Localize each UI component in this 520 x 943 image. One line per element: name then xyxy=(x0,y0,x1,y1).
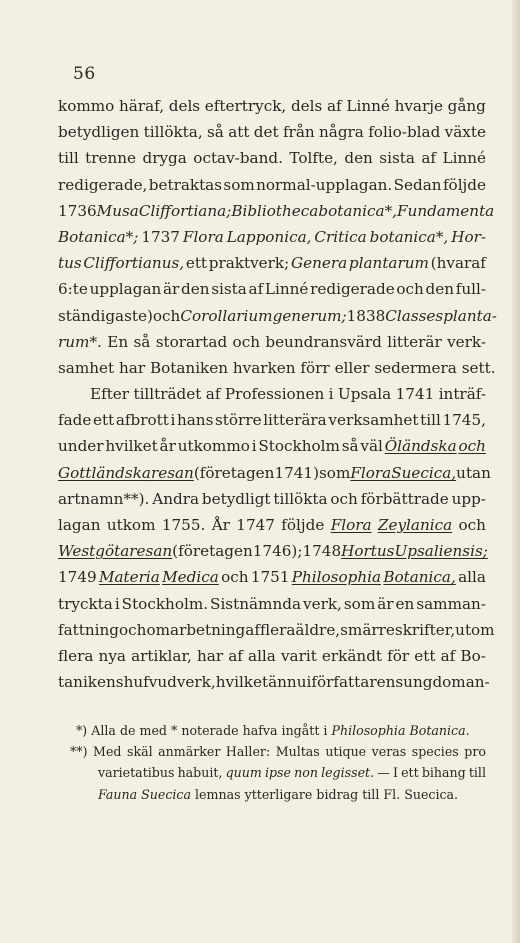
word: litterära xyxy=(263,411,327,430)
text-line xyxy=(58,276,486,302)
word: beundransvärd xyxy=(265,332,382,351)
word: Philosophia xyxy=(291,568,382,587)
word: och xyxy=(396,280,424,299)
word: följde xyxy=(442,175,486,194)
word: 1748 xyxy=(302,542,342,561)
word: följde xyxy=(281,516,325,534)
word: species xyxy=(411,744,459,760)
word: och xyxy=(221,568,249,587)
word: den xyxy=(425,280,455,299)
word: Cliffortiana; xyxy=(138,201,232,220)
word: pro xyxy=(464,744,486,760)
word: Classes xyxy=(385,306,444,325)
word: *) xyxy=(76,723,88,738)
word: hvilket xyxy=(215,673,269,692)
word: hufvudverk, xyxy=(123,673,216,692)
main-text-block xyxy=(58,93,497,695)
word: 1741) xyxy=(274,463,320,482)
word: Lapponica, xyxy=(226,227,312,246)
text-line xyxy=(58,669,490,695)
word: Botaniken xyxy=(149,358,229,377)
word: och xyxy=(458,516,486,534)
word: En xyxy=(107,332,129,351)
word: af xyxy=(205,385,221,404)
text-line xyxy=(58,93,486,119)
word: Professionen xyxy=(224,385,325,404)
word: År xyxy=(211,516,230,534)
word: betydligt xyxy=(201,489,271,508)
text-line xyxy=(58,381,486,407)
text-line xyxy=(58,329,486,355)
word: Sistnämnda xyxy=(210,594,302,613)
word: varietatibus xyxy=(98,765,175,781)
word: eftertryck, xyxy=(204,97,287,115)
word: botanica*, xyxy=(369,227,449,246)
word: tillträdet xyxy=(133,385,202,404)
word: Andra xyxy=(152,489,200,508)
word: Hortus xyxy=(341,542,395,561)
word: lemnas xyxy=(195,786,241,802)
word: af xyxy=(440,646,456,665)
word: inträf- xyxy=(438,385,486,404)
word: Med xyxy=(93,744,122,760)
word: ännu xyxy=(268,673,307,692)
word: Haller: xyxy=(225,744,271,760)
word: Suecica, xyxy=(391,463,457,482)
word: verk, xyxy=(303,594,342,613)
word: bihang xyxy=(421,765,466,781)
word: folio-blad xyxy=(368,123,441,142)
word: gång xyxy=(447,97,486,115)
word: octav-band. xyxy=(193,149,283,168)
word: Multas xyxy=(275,744,320,760)
word: Linné xyxy=(264,280,309,299)
word: skrifter, xyxy=(394,620,456,639)
word: Flora xyxy=(350,463,392,482)
word: i xyxy=(251,437,257,456)
word: storartad xyxy=(155,332,228,351)
word: 1751 xyxy=(250,568,290,587)
word: dryga xyxy=(142,149,187,168)
word: till xyxy=(468,765,486,781)
word: i xyxy=(170,411,176,430)
word: Efter xyxy=(90,385,130,404)
word: tillökta xyxy=(273,489,328,508)
word: Bibliotheca xyxy=(231,201,319,220)
footnote-line xyxy=(58,784,486,805)
word: ipse xyxy=(264,765,291,781)
word: häraf, xyxy=(118,97,165,115)
word: Botanica, xyxy=(383,568,456,587)
word: verksamhet xyxy=(328,411,419,430)
word: så xyxy=(207,123,224,142)
word: större xyxy=(215,411,262,430)
word: hvarje xyxy=(394,97,443,115)
word: noterade xyxy=(181,723,239,738)
word: utan xyxy=(456,463,491,482)
text-line xyxy=(58,407,486,433)
word: till xyxy=(420,411,441,430)
word: sista xyxy=(211,280,247,299)
word: ytterligare xyxy=(244,786,313,802)
word: några xyxy=(318,123,364,142)
word: fade xyxy=(58,411,92,430)
word: ett xyxy=(401,765,419,781)
footnote-line xyxy=(58,720,486,741)
word: en xyxy=(395,594,415,613)
word: generum; xyxy=(272,306,347,325)
word: legisset. xyxy=(321,765,375,781)
word: som xyxy=(319,463,351,482)
word: upp- xyxy=(451,489,486,508)
word: förr xyxy=(300,358,330,377)
word: Upsaliensis; xyxy=(394,542,488,561)
word: 1746); xyxy=(252,542,303,561)
text-line xyxy=(58,250,486,276)
word: af xyxy=(248,280,264,299)
word: **) xyxy=(70,744,88,760)
word: ett xyxy=(93,411,115,430)
word: så xyxy=(341,437,359,456)
word: lagan xyxy=(58,516,101,534)
word: Corollarium xyxy=(180,306,273,325)
word: redigerade, xyxy=(58,175,148,194)
word: har xyxy=(197,646,224,665)
word: samhet xyxy=(58,358,115,377)
word: i xyxy=(323,723,328,738)
word: Hor- xyxy=(451,227,486,246)
word: hvilket xyxy=(105,437,158,456)
word: ingått xyxy=(281,723,320,738)
word: den xyxy=(344,149,373,168)
word: 1755. xyxy=(161,516,206,534)
word: som xyxy=(343,594,376,613)
word: quum xyxy=(225,765,262,781)
word: i xyxy=(328,385,334,404)
text-line xyxy=(58,303,497,329)
word: Philosophia xyxy=(331,723,406,738)
word: erkändt xyxy=(321,646,383,665)
word: från xyxy=(282,123,315,142)
word: Fauna xyxy=(98,786,138,802)
word: resan xyxy=(129,542,173,561)
word: och xyxy=(232,332,260,351)
word: af xyxy=(327,97,342,115)
word: till xyxy=(58,149,79,168)
word: plantarum xyxy=(348,254,429,273)
word: dels xyxy=(168,97,201,115)
word: non xyxy=(294,765,318,781)
word: habuit, xyxy=(177,765,223,781)
word: 1737 xyxy=(141,227,180,246)
footnote-line xyxy=(58,762,486,783)
text-line xyxy=(58,564,486,590)
word: år xyxy=(159,437,176,456)
text-line xyxy=(58,512,486,538)
word: har xyxy=(118,358,146,377)
word: och xyxy=(330,489,358,508)
word: normal-upplagan. xyxy=(256,175,393,194)
word: Upsala xyxy=(337,385,392,404)
word: Zeylanica xyxy=(377,516,453,534)
word: utique xyxy=(325,744,367,760)
word: hafva xyxy=(242,723,278,738)
word: Gottländska xyxy=(58,463,151,482)
word: sett. xyxy=(461,358,496,377)
word: med xyxy=(139,723,167,738)
text-line xyxy=(58,643,486,669)
page-edge xyxy=(512,0,520,943)
word: Botanica. xyxy=(409,723,470,738)
word: 6:te xyxy=(58,280,88,299)
word: an- xyxy=(465,673,490,692)
word: tanikens xyxy=(58,673,124,692)
text-line xyxy=(58,119,486,145)
word: kommo xyxy=(58,97,115,115)
word: i xyxy=(306,673,312,692)
word: varit xyxy=(280,646,317,665)
footnotes-block xyxy=(58,720,486,805)
word: afbrott xyxy=(115,411,169,430)
word: ett xyxy=(185,254,208,273)
word: skäl xyxy=(127,744,153,760)
text-line xyxy=(58,617,495,643)
word: rum*. xyxy=(58,332,102,351)
word: redigerade xyxy=(310,280,395,299)
word: Sedan xyxy=(393,175,442,194)
word: författarens xyxy=(311,673,404,692)
word: 1749 xyxy=(58,568,97,587)
word: praktverk; xyxy=(208,254,290,273)
word: eller xyxy=(334,358,370,377)
word: är xyxy=(162,280,180,299)
word: 1838 xyxy=(346,306,386,325)
word: 1747 xyxy=(236,516,275,534)
word: det xyxy=(253,123,279,142)
word: Suecica xyxy=(141,786,191,802)
word: ständigaste) xyxy=(58,306,153,325)
word: Linné xyxy=(346,97,390,115)
word: alla xyxy=(248,646,276,665)
word: utom xyxy=(455,620,495,639)
text-line xyxy=(58,355,496,381)
word: planta- xyxy=(443,306,497,325)
word: Flora xyxy=(330,516,372,534)
text-line xyxy=(58,538,486,564)
word: hans xyxy=(176,411,214,430)
word: (företagen xyxy=(193,463,275,482)
word: tryckta xyxy=(58,594,113,613)
word: 1745, xyxy=(442,411,486,430)
word: ett xyxy=(414,646,436,665)
word: väl xyxy=(360,437,383,456)
word: Stockholm. xyxy=(121,594,209,613)
word: resan xyxy=(150,463,194,482)
word: och xyxy=(119,620,147,639)
word: och xyxy=(152,306,181,325)
text-line xyxy=(58,460,491,486)
word: (hvaraf xyxy=(430,254,486,273)
word: I xyxy=(392,765,398,781)
word: att xyxy=(228,123,250,142)
word: artiklar, xyxy=(131,646,192,665)
word: växte xyxy=(444,123,486,142)
word: litterär xyxy=(387,332,442,351)
text-line xyxy=(58,486,486,512)
word: botanica*, xyxy=(318,201,398,220)
word: Suecica. xyxy=(404,786,459,802)
word: Westgöta xyxy=(58,542,130,561)
word: smärre xyxy=(340,620,395,639)
word: veras xyxy=(371,744,407,760)
word: flera xyxy=(58,646,94,665)
text-line xyxy=(58,172,486,198)
word: och xyxy=(458,437,486,456)
word: — xyxy=(377,765,390,781)
word: i xyxy=(114,594,120,613)
word: de xyxy=(119,723,136,738)
word: samman- xyxy=(416,594,486,613)
word: full- xyxy=(455,280,486,299)
word: Musa xyxy=(96,201,139,220)
word: tillökta, xyxy=(143,123,203,142)
word: dels xyxy=(290,97,323,115)
word: för xyxy=(387,646,410,665)
word: upplagan xyxy=(89,280,162,299)
word: ungdom xyxy=(403,673,466,692)
word: under xyxy=(58,437,104,456)
word: utkom xyxy=(106,516,156,534)
word: så xyxy=(133,332,151,351)
word: Fundamenta xyxy=(397,201,495,220)
word: 1736 xyxy=(58,201,97,220)
word: Bo- xyxy=(460,646,486,665)
word: är xyxy=(377,594,394,613)
word: förbättrade xyxy=(360,489,449,508)
word: af xyxy=(421,149,437,168)
word: betraktas xyxy=(148,175,223,194)
word: * xyxy=(171,723,178,738)
word: Fl. xyxy=(383,786,401,802)
word: af xyxy=(228,646,243,665)
word: Tolfte, xyxy=(289,149,338,168)
word: omarbetning xyxy=(146,620,246,639)
text-line xyxy=(58,145,486,171)
word: sedermera xyxy=(374,358,457,377)
word: betydligen xyxy=(58,123,140,142)
word: Cliffortianus, xyxy=(83,254,185,273)
word: artnamn**). xyxy=(58,489,150,508)
word: tus xyxy=(58,254,82,273)
text-line xyxy=(58,198,495,224)
word: anmärker xyxy=(158,744,221,760)
word: (företagen xyxy=(172,542,253,561)
word: flera xyxy=(259,620,296,639)
word: äldre, xyxy=(295,620,341,639)
text-line xyxy=(58,433,486,459)
word: alla xyxy=(458,568,486,587)
text-line xyxy=(58,224,486,250)
word: Critica xyxy=(314,227,367,246)
word: Öländska xyxy=(384,437,457,456)
word: sista xyxy=(379,149,415,168)
word: Botanica*; xyxy=(58,227,139,246)
word: utkommo xyxy=(177,437,250,456)
word: af xyxy=(245,620,260,639)
text-line xyxy=(58,591,486,617)
word: Genera xyxy=(290,254,348,273)
word: Stockholm xyxy=(258,437,340,456)
word: Medica xyxy=(162,568,219,587)
word: verk- xyxy=(447,332,486,351)
word: Flora xyxy=(182,227,224,246)
page-number: 56 xyxy=(73,64,96,84)
word: nya xyxy=(98,646,126,665)
word: som xyxy=(223,175,255,194)
word: 1741 xyxy=(395,385,435,404)
word: till xyxy=(362,786,380,802)
word: bidrag xyxy=(316,786,359,802)
word: hvarken xyxy=(232,358,296,377)
footnote-line xyxy=(58,741,486,762)
word: Linné xyxy=(442,149,486,168)
word: fattning xyxy=(58,620,120,639)
word: Alla xyxy=(91,723,116,738)
word: trenne xyxy=(85,149,137,168)
word: den xyxy=(181,280,210,299)
word: Materia xyxy=(98,568,160,587)
